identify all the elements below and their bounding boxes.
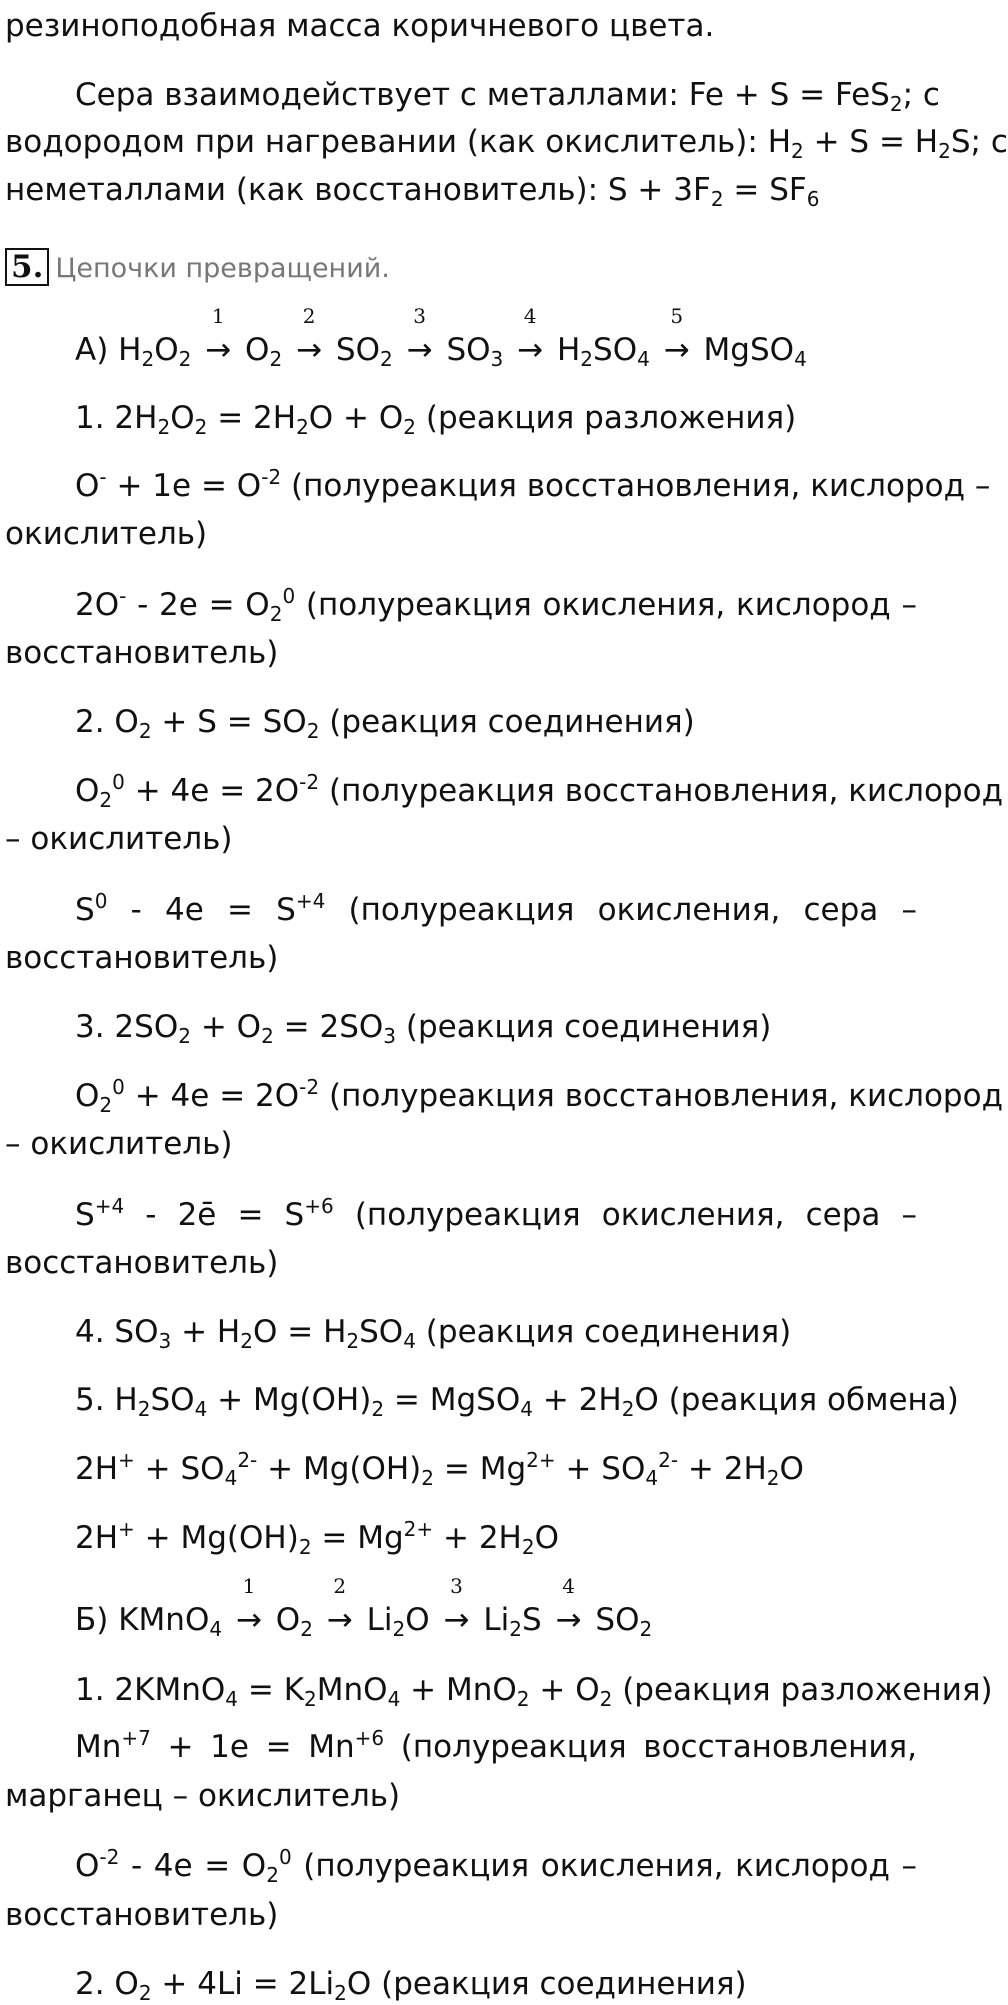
text-line: неметаллами (как восстановитель): $S + 3F_2 = SF_6$ bbox=[5, 172, 820, 211]
chain-a: А) $H_2O_2$ 1 → $O_2$ 2 → $SO_2$ 3 → $SO_3$ 4 → $H_2SO_4$ 5 → MgSO$_4$ bbox=[75, 304, 807, 371]
text-line: водородом при нагревании (как окислитель): $H_2 + S = H_2S$; с bbox=[5, 124, 1008, 163]
text-line: восстановитель) bbox=[5, 940, 279, 976]
equation-line: 1. 2KMnO$_4$ = $K_2MnO_4 + MnO_2 + O_2$ (реакция разложения) bbox=[75, 1672, 993, 1711]
text-line: восстановитель) bbox=[5, 635, 279, 671]
text-line: восстановитель) bbox=[5, 1897, 279, 1933]
text-line: Сера взаимодействует с металлами: Fe + S = FeS$_2$; с bbox=[75, 77, 940, 116]
ionic-equation-line: $2H^+ + Mg(OH)_2 = Mg^{2+} + 2H_2O$ bbox=[75, 1517, 560, 1559]
half-reaction-line: $O^{-2} - 4e = O_2^0$ (полуреакция окисления, кислород – bbox=[75, 1845, 917, 1887]
text-line: резиноподобная масса коричневого цвета. bbox=[5, 8, 715, 44]
text-line: марганец – окислитель) bbox=[5, 1778, 401, 1814]
text-line: окислитель) bbox=[5, 516, 208, 552]
text-line: – окислитель) bbox=[5, 821, 233, 857]
half-reaction-line: $2O^- - 2e = O_2^0$ (полуреакция окисления, кислород – bbox=[75, 584, 917, 626]
text-line: – окислитель) bbox=[5, 1126, 233, 1162]
equation-line: 2. $O_2 + S = SO_2$ (реакция соединения) bbox=[75, 704, 695, 743]
text-line: восстановитель) bbox=[5, 1245, 279, 1281]
equation-line: 2. $O_2 + 4Li = 2Li_2O$ (реакция соединения) bbox=[75, 1966, 747, 2005]
task-heading: Цепочки превращений. bbox=[55, 253, 390, 284]
half-reaction-line: $S^{+4}$ - 2ē = $S^{+6}$ (полуреакция окисления, сера – bbox=[75, 1194, 917, 1233]
ionic-equation-line: $2H^+ + SO_4^{2-} + Mg(OH)_2 = Mg^{2+} + SO_4^{2-} + 2H_2O$ bbox=[75, 1448, 804, 1490]
half-reaction-line: $Mn^{+7} + 1e = Mn^{+6}$ (полуреакция восстановления, bbox=[75, 1726, 917, 1765]
half-reaction-line: $S^0 - 4e = S^{+4}$ (полуреакция окисления, сера – bbox=[75, 889, 917, 928]
equation-line: 3. $2SO_2 + O_2 = 2SO_3$ (реакция соединения) bbox=[75, 1009, 772, 1048]
half-reaction-line: $O_2^0 + 4e = 2O^{-2}$ (полуреакция восстановления, кислород bbox=[75, 1075, 1004, 1117]
equation-line: 1. $2H_2O_2 = 2H_2O + O_2$ (реакция разложения) bbox=[75, 400, 797, 439]
chain-b: Б) KMnO$_4$ 1 → $O_2$ 2 → $Li_2O$ 3 → $Li_2S$ 4 → $SO_2$ bbox=[75, 1574, 653, 1641]
equation-line: 5. $H_2SO_4 + Mg(OH)_2$ = MgSO$_4$ + $2H_2O$ (реакция обмена) bbox=[75, 1382, 959, 1421]
task-heading-line bbox=[5, 247, 917, 289]
half-reaction-line: $O_2^0 + 4e = 2O^{-2}$ (полуреакция восстановления, кислород bbox=[75, 770, 1004, 812]
equation-line: 4. $SO_3 + H_2O = H_2SO_4$ (реакция соединения) bbox=[75, 1314, 792, 1353]
half-reaction-line: $O^- + 1e = O^{-2}$ (полуреакция восстановления, кислород – bbox=[75, 465, 991, 504]
task-number-box: 5. bbox=[5, 248, 49, 286]
